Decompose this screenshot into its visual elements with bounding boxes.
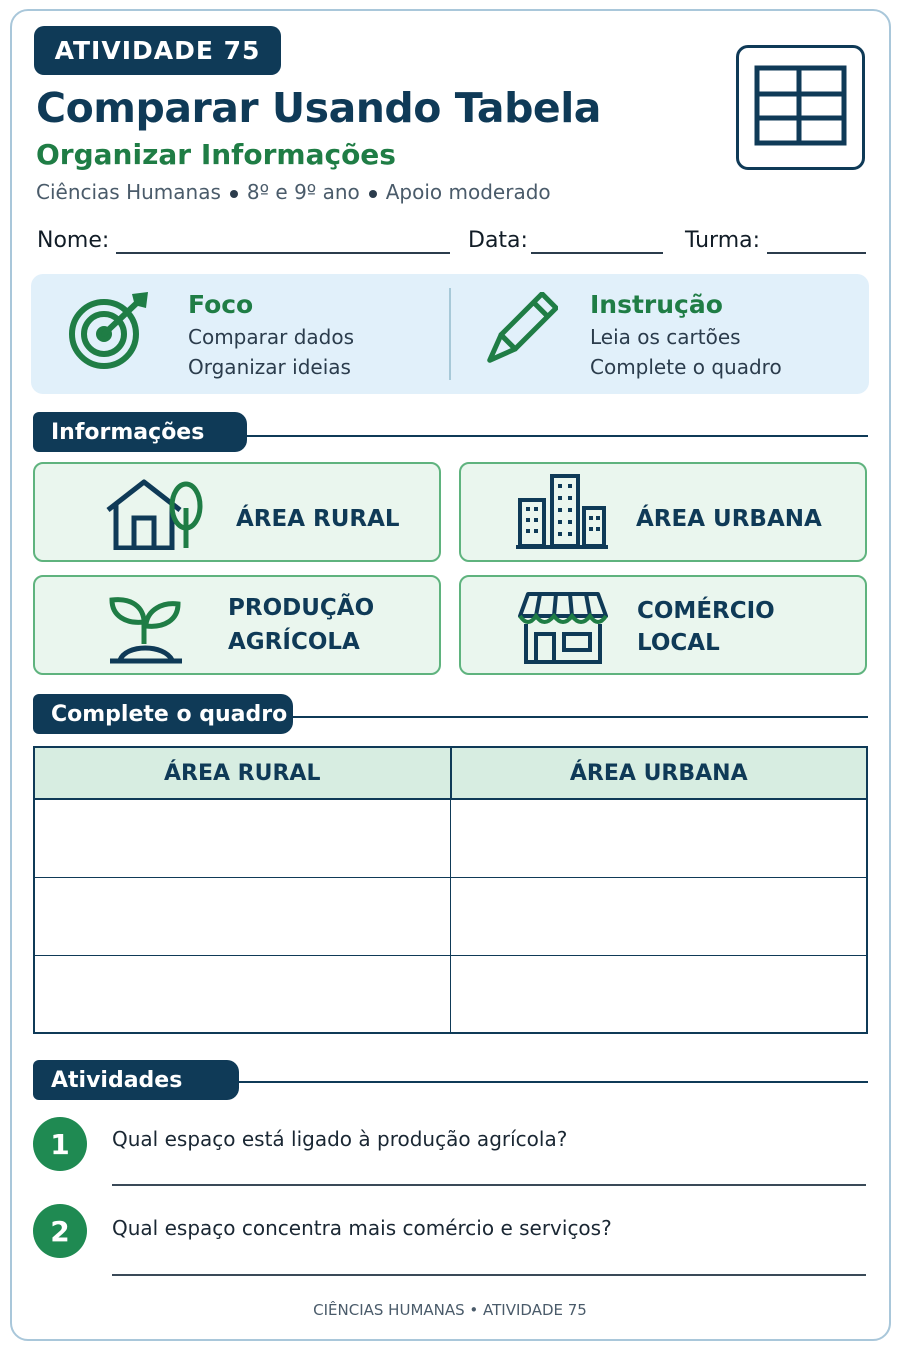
storefront-icon bbox=[518, 590, 608, 670]
meta-separator bbox=[369, 190, 377, 198]
section-rule bbox=[293, 716, 868, 718]
meta-support: Apoio moderado bbox=[385, 180, 551, 204]
table-cell[interactable] bbox=[451, 955, 868, 1033]
name-field[interactable] bbox=[116, 252, 450, 254]
meta-subject: Ciências Humanas bbox=[36, 180, 221, 204]
meta-grade: 8º e 9º ano bbox=[246, 180, 360, 204]
name-label: Nome: bbox=[37, 228, 110, 253]
page-footer: CIÊNCIAS HUMANAS • ATIVIDADE 75 bbox=[313, 1301, 587, 1319]
buildings-icon bbox=[514, 474, 610, 554]
table-cell[interactable] bbox=[34, 799, 451, 877]
activity-badge: ATIVIDADE 75 bbox=[34, 26, 281, 75]
instruction-line: Complete o quadro bbox=[590, 355, 782, 379]
question-text: Qual espaço está ligado à produção agrícola? bbox=[112, 1127, 568, 1151]
table-cell[interactable] bbox=[34, 877, 451, 955]
pencil-icon bbox=[478, 292, 558, 376]
focus-line: Organizar ideias bbox=[188, 355, 351, 379]
table-cell[interactable] bbox=[34, 955, 451, 1033]
section-title-activities: Atividades bbox=[33, 1060, 239, 1100]
instruction-heading: Instrução bbox=[590, 290, 723, 319]
house-tree-icon bbox=[104, 478, 204, 554]
focus-heading: Foco bbox=[188, 290, 254, 319]
meta-separator bbox=[230, 190, 238, 198]
card-label: LOCAL bbox=[637, 630, 720, 656]
table-row bbox=[34, 799, 867, 877]
date-label: Data: bbox=[468, 228, 528, 253]
focus-line: Comparar dados bbox=[188, 325, 354, 349]
meta-line bbox=[36, 180, 551, 204]
card-label: PRODUÇÃO bbox=[228, 595, 375, 621]
class-label: Turma: bbox=[685, 228, 761, 253]
card-label: ÁREA URBANA bbox=[636, 506, 822, 532]
sprout-icon bbox=[106, 594, 186, 670]
table-header-rural: ÁREA RURAL bbox=[34, 747, 451, 799]
target-icon bbox=[68, 290, 152, 374]
section-rule bbox=[239, 1081, 868, 1083]
section-title-table: Complete o quadro bbox=[33, 694, 293, 734]
table-row bbox=[34, 877, 867, 955]
comparison-table bbox=[33, 746, 868, 1034]
section-title-info: Informações bbox=[33, 412, 247, 452]
question-text: Qual espaço concentra mais comércio e serviços? bbox=[112, 1216, 612, 1240]
question-number: 2 bbox=[33, 1204, 87, 1258]
card-label: AGRÍCOLA bbox=[228, 629, 360, 655]
table-cell[interactable] bbox=[451, 877, 868, 955]
card-label: ÁREA RURAL bbox=[236, 506, 400, 532]
instruction-line: Leia os cartões bbox=[590, 325, 741, 349]
question-number: 1 bbox=[33, 1117, 87, 1171]
page-subtitle: Organizar Informações bbox=[36, 138, 396, 171]
date-field[interactable] bbox=[531, 252, 663, 254]
card-label: COMÉRCIO bbox=[637, 598, 775, 624]
table-header-urban: ÁREA URBANA bbox=[451, 747, 868, 799]
table-row bbox=[34, 955, 867, 1033]
page-title: Comparar Usando Tabela bbox=[36, 84, 601, 132]
panel-divider bbox=[449, 288, 451, 380]
class-field[interactable] bbox=[767, 252, 866, 254]
table-cell[interactable] bbox=[451, 799, 868, 877]
section-rule bbox=[247, 435, 868, 437]
answer-line[interactable] bbox=[112, 1184, 866, 1186]
table-icon bbox=[736, 45, 865, 170]
answer-line[interactable] bbox=[112, 1274, 866, 1276]
